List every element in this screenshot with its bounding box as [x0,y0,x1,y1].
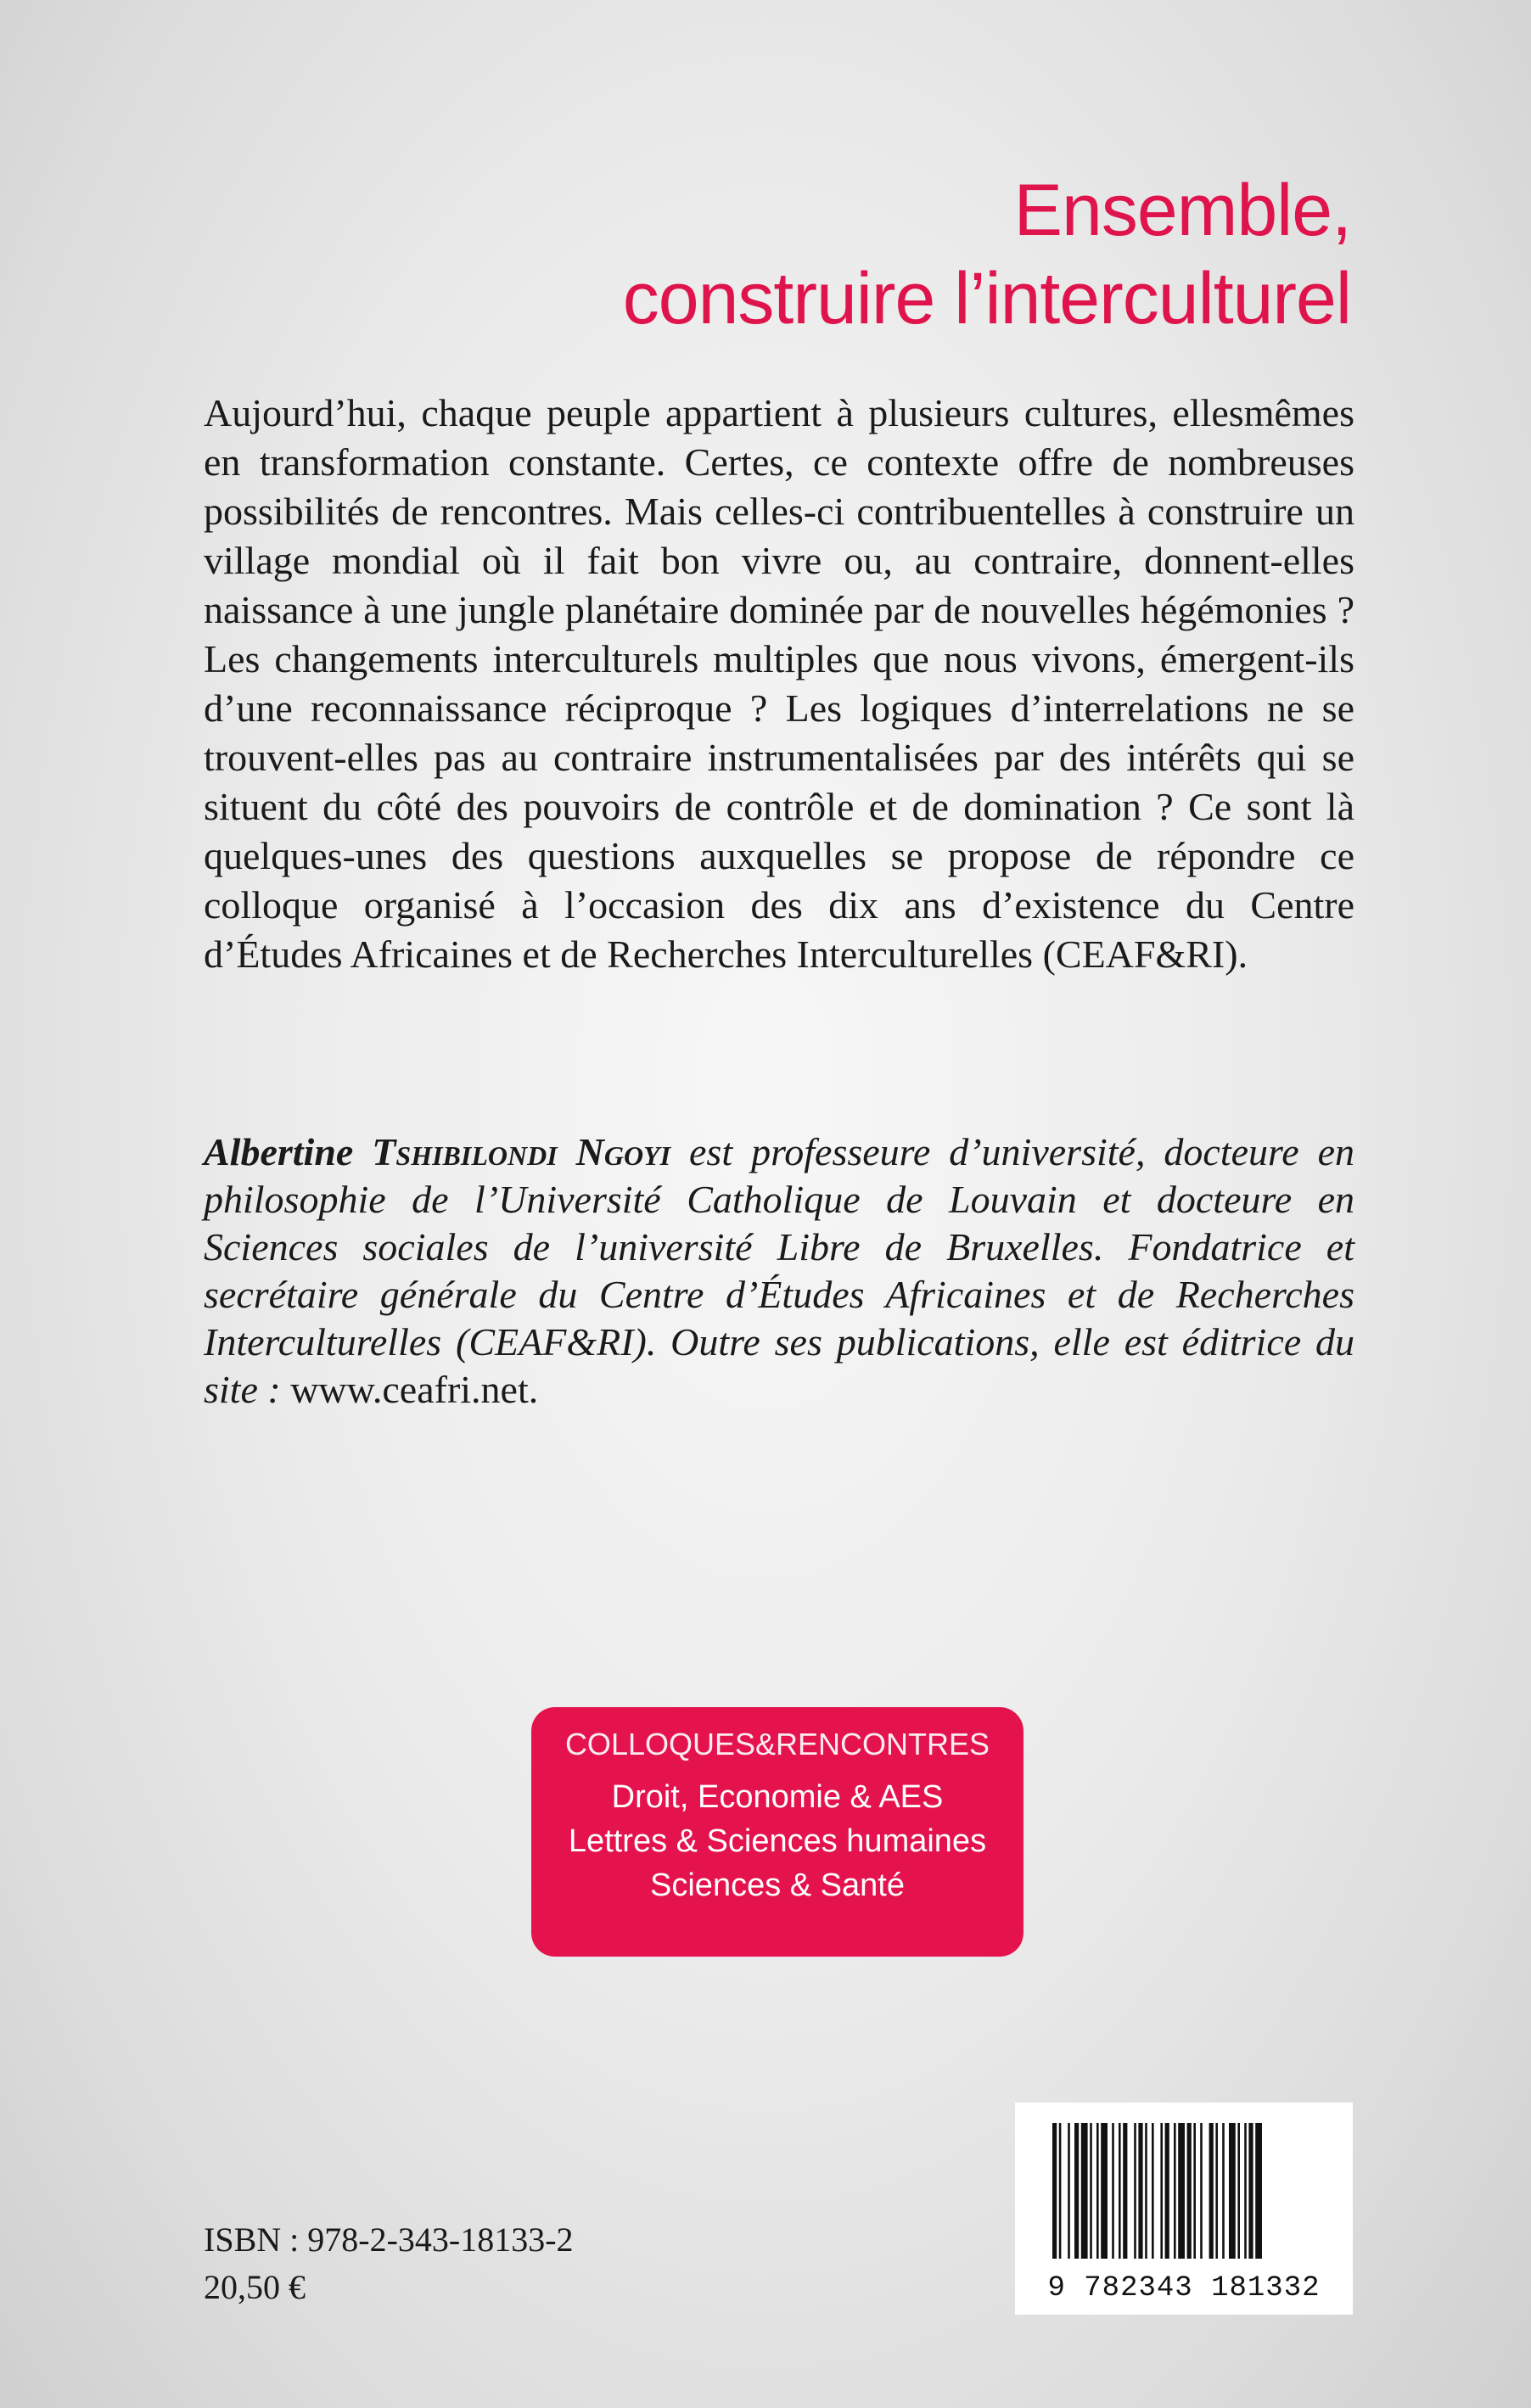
series-badge [531,1707,1023,1957]
barcode-bar [1244,2123,1247,2259]
author-bio [204,1128,1354,1414]
barcode-bar [1193,2123,1196,2259]
series-category: Sciences & Santé [650,1868,905,1903]
barcode-bar [1237,2123,1240,2259]
author-bio-text: est professeure d’université, docteure en philosophie de l’Université Catholique de Louvain et docteure en Sciences sociales de l’université Libre de Bruxelles. Fondatrice et secrétaire générale du Centre d’Études Africaines et de Recherches Interculturelles (CEAF&RI). Outre ses publications, elle est éditrice du site : [204,1130,1354,1411]
barcode-bar [1068,2123,1070,2259]
barcode-bar [1134,2123,1136,2259]
barcode-bar [1052,2123,1057,2259]
series-category: Droit, Economie & AES [611,1779,944,1815]
barcode-bar [1145,2123,1147,2259]
book-description: Aujourd’hui, chaque peuple appartient à plusieurs cultures, ellesmêmes en transformation constante. Certes, ce contexte offre de nombreuses possibilités de rencontres. Mais celles-ci contribuentelles à construire un village mondial où il fait bon vivre ou, au contraire, donnent-elles naissance à une jungle planétaire dominée par de nouvelles hégémonies ? Les changements interculturels multiples que nous vivons, émergent-ils d’une reconnaissance réciproque ? Les logiques d’interrelations ne se trouvent-elles pas au contraire instrumentalisées par des intérêts qui se situent du côté des pouvoirs de contrôle et de domination ? Ce sont là quelques-unes des questions auxquelles se propose de répondre ce colloque organisé à l’occasion des dix ans d’existence du Centre d’Études Africaines et de Recherches Interculturelles (CEAF&RI). [204,391,1354,976]
barcode-bar [1229,2123,1236,2259]
isbn-number: ISBN : 978-2-343-18133-2 [204,2220,574,2259]
title-line-2: construire l’interculturel [622,258,1351,339]
price: 20,50 € [204,2268,306,2306]
barcode-bar [1174,2123,1176,2259]
series-category: Lettres & Sciences humaines [568,1823,987,1859]
author-name [204,1130,670,1173]
barcode-bar [1248,2123,1253,2259]
series-categories [531,1775,1023,1907]
barcode-bar [1096,2123,1099,2259]
barcode-bar [1222,2123,1225,2259]
barcode-bar [1112,2123,1114,2259]
author-last-name: Tshibilondi Ngoyi [372,1130,671,1173]
barcode-bar [1200,2123,1203,2259]
barcode-bar [1165,2123,1169,2259]
barcode-bar [1119,2123,1121,2259]
barcode [1015,2103,1353,2315]
barcode-bar [1074,2123,1079,2259]
barcode-bars [1052,2123,1315,2259]
barcode-bar [1059,2123,1062,2259]
barcode-digits: 9 782343 181332 [1047,2272,1321,2304]
barcode-bar [1123,2123,1127,2259]
isbn-block [204,2216,574,2311]
barcode-bar [1081,2123,1088,2259]
barcode-bar [1152,2123,1154,2259]
series-name: COLLOQUES&RENCONTRES [564,1727,990,1761]
barcode-bar [1209,2123,1214,2259]
barcode-bar [1187,2123,1192,2259]
barcode-bar [1255,2123,1262,2259]
author-first-name: Albertine [204,1130,354,1173]
barcode-bar [1090,2123,1092,2259]
title-line-1: Ensemble, [1013,170,1351,251]
barcode-bar [1160,2123,1163,2259]
barcode-bar [1178,2123,1185,2259]
book-title [333,166,1351,343]
author-website: www.ceafri.net. [290,1368,539,1411]
barcode-bar [1215,2123,1218,2259]
barcode-bar [1138,2123,1142,2259]
barcode-bar [1101,2123,1108,2259]
